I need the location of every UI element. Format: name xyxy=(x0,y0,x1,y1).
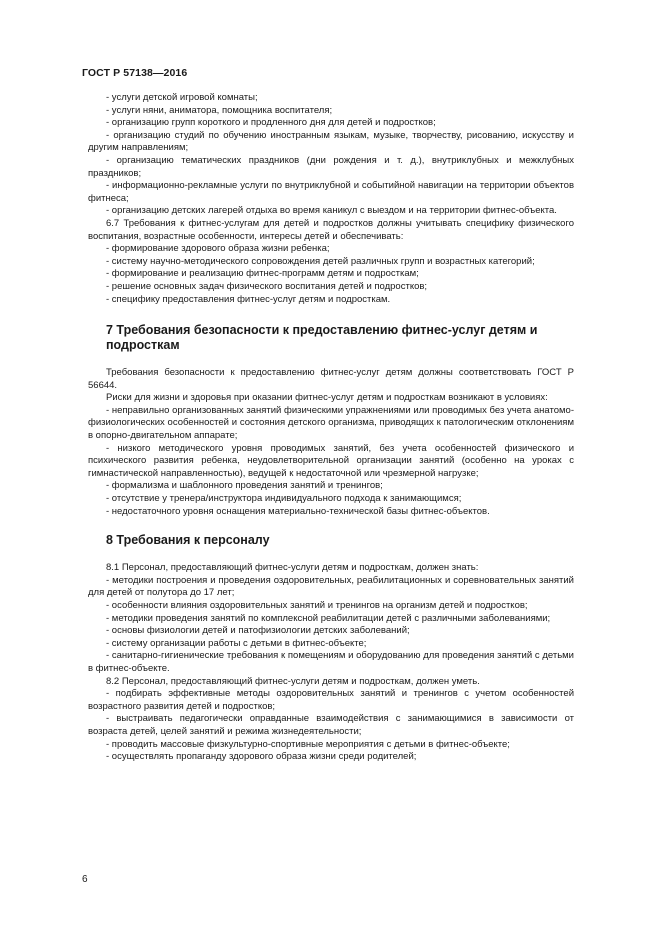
list-item: - выстраивать педагогически оправданные взаимодействия с занимающимися в зависимости от возраста детей, целей занятий и режима жизнедеятельности; xyxy=(88,713,574,737)
document-code: ГОСТ Р 57138—2016 xyxy=(82,67,188,79)
list-item: - информационно-рекламные услуги по внутриклубной и событийной навигации на территории объектов фитнеса; xyxy=(88,180,574,204)
list-item: - методики проведения занятий по комплексной реабилитации детей с различными заболеваниями; xyxy=(106,612,551,624)
list-item: - систему организации работы с детьми в фитнес-объекте; xyxy=(106,637,367,649)
list-item: - проводить массовые физкультурно-спортивные мероприятия с детьми в фитнес-объекте; xyxy=(106,738,510,750)
list-item: - подбирать эффективные методы оздоровительных занятий и тренингов с учетом особенностей возрастного развития детей и подростков; xyxy=(88,688,574,712)
list-item: - специфику предоставления фитнес-услуг детям и подросткам. xyxy=(106,293,391,305)
clause-8-1: 8.1 Персонал, предоставляющий фитнес-услуги детям и подросткам, должен знать: xyxy=(106,562,479,574)
list-item: - организацию тематических праздников (дни рождения и т. д.), внутриклубных и межклубных праздников; xyxy=(88,154,574,179)
list-item: - санитарно-гигиенические требования к помещениям и оборудованию для проведения занятий с детьми в фитнес-объекте. xyxy=(88,650,574,674)
list-item: - организацию групп короткого и продленного дня для детей и подростков; xyxy=(106,117,436,129)
section-8-title: 8 Требования к персоналу xyxy=(106,533,270,548)
document-body xyxy=(88,92,574,764)
list-6-7 xyxy=(88,243,574,306)
list-item: - осуществлять пропаганду здорового образа жизни среди родителей; xyxy=(106,751,417,763)
list-8-1 xyxy=(88,575,574,676)
list-item: - отсутствие у тренера/инструктора индивидуального подхода к занимающимся; xyxy=(106,493,462,505)
list-item: - низкого методического уровня проводимых занятий, без учета особенностей физического и психического развития ребенка, неудовлетворительной организации занятий (особенно на уроках с гимнастической направленностью), ведущей к недостаточной или чрезмерной нагрузке; xyxy=(88,442,574,479)
list-section-7 xyxy=(88,405,574,518)
section-7-title: 7 Требования безопасности к предоставлению фитнес-услуг детям и подросткам xyxy=(106,323,538,353)
section-7-paragraph: Риски для жизни и здоровья при оказании фитнес-услуг детям и подросткам возникают в условиях: xyxy=(106,392,548,404)
list-item: - основы физиологии детей и патофизиологии детских заболеваний; xyxy=(106,625,410,637)
list-item: - особенности влияния оздоровительных занятий и тренингов на организм детей и подростков; xyxy=(106,600,528,611)
list-item: - формирование здорового образа жизни ребенка; xyxy=(106,243,330,255)
list-services xyxy=(88,92,574,218)
clause-6-7: 6.7 Требования к фитнес-услугам для детей и подростков должны учитывать специфику физического воспитания, возрастные особенности, интересы детей и обеспечивать: xyxy=(88,217,574,242)
list-item: - систему научно-методического сопровождения детей различных групп и возрастных категорий; xyxy=(106,255,535,267)
list-item: - формализма и шаблонного проведения занятий и тренингов; xyxy=(106,480,383,492)
list-item: - услуги детской игровой комнаты; xyxy=(106,92,258,103)
list-8-2 xyxy=(88,688,574,764)
list-item: - услуги няни, аниматора, помощника воспитателя; xyxy=(106,104,333,116)
list-item: - решение основных задач физического воспитания детей и подростков; xyxy=(106,280,428,292)
list-item: - формирование и реализацию фитнес-программ детям и подросткам; xyxy=(106,268,419,280)
clause-8-2: 8.2 Персонал, предоставляющий фитнес-услуги детям и подросткам, должен уметь. xyxy=(106,675,480,687)
list-item: - методики построения и проведения оздоровительных, реабилитационных и соревновательных занятий для детей от полутора до 17 лет; xyxy=(88,574,574,599)
section-7-paragraph: Требования безопасности к предоставлению фитнес-услуг детям должны соответствовать ГОСТ Р 56644. xyxy=(88,367,574,391)
list-item: - неправильно организованных занятий физическими упражнениями или проводимых без учета анатомо-физиологических особенностей и состояния детского организма, приводящих к патологическим отклонениям в опорно-двигательном аппарате; xyxy=(88,404,574,442)
list-item: - организацию детских лагерей отдыха во время каникул с выездом и на территории фитнес-объекта. xyxy=(106,205,557,217)
page-number: 6 xyxy=(82,874,88,885)
list-item: - недостаточного уровня оснащения материально-технической базы фитнес-объектов. xyxy=(106,505,490,517)
list-item: - организацию студий по обучению иностранным языкам, музыке, творчеству, рисованию, искусству и другим направлениям; xyxy=(88,129,574,154)
